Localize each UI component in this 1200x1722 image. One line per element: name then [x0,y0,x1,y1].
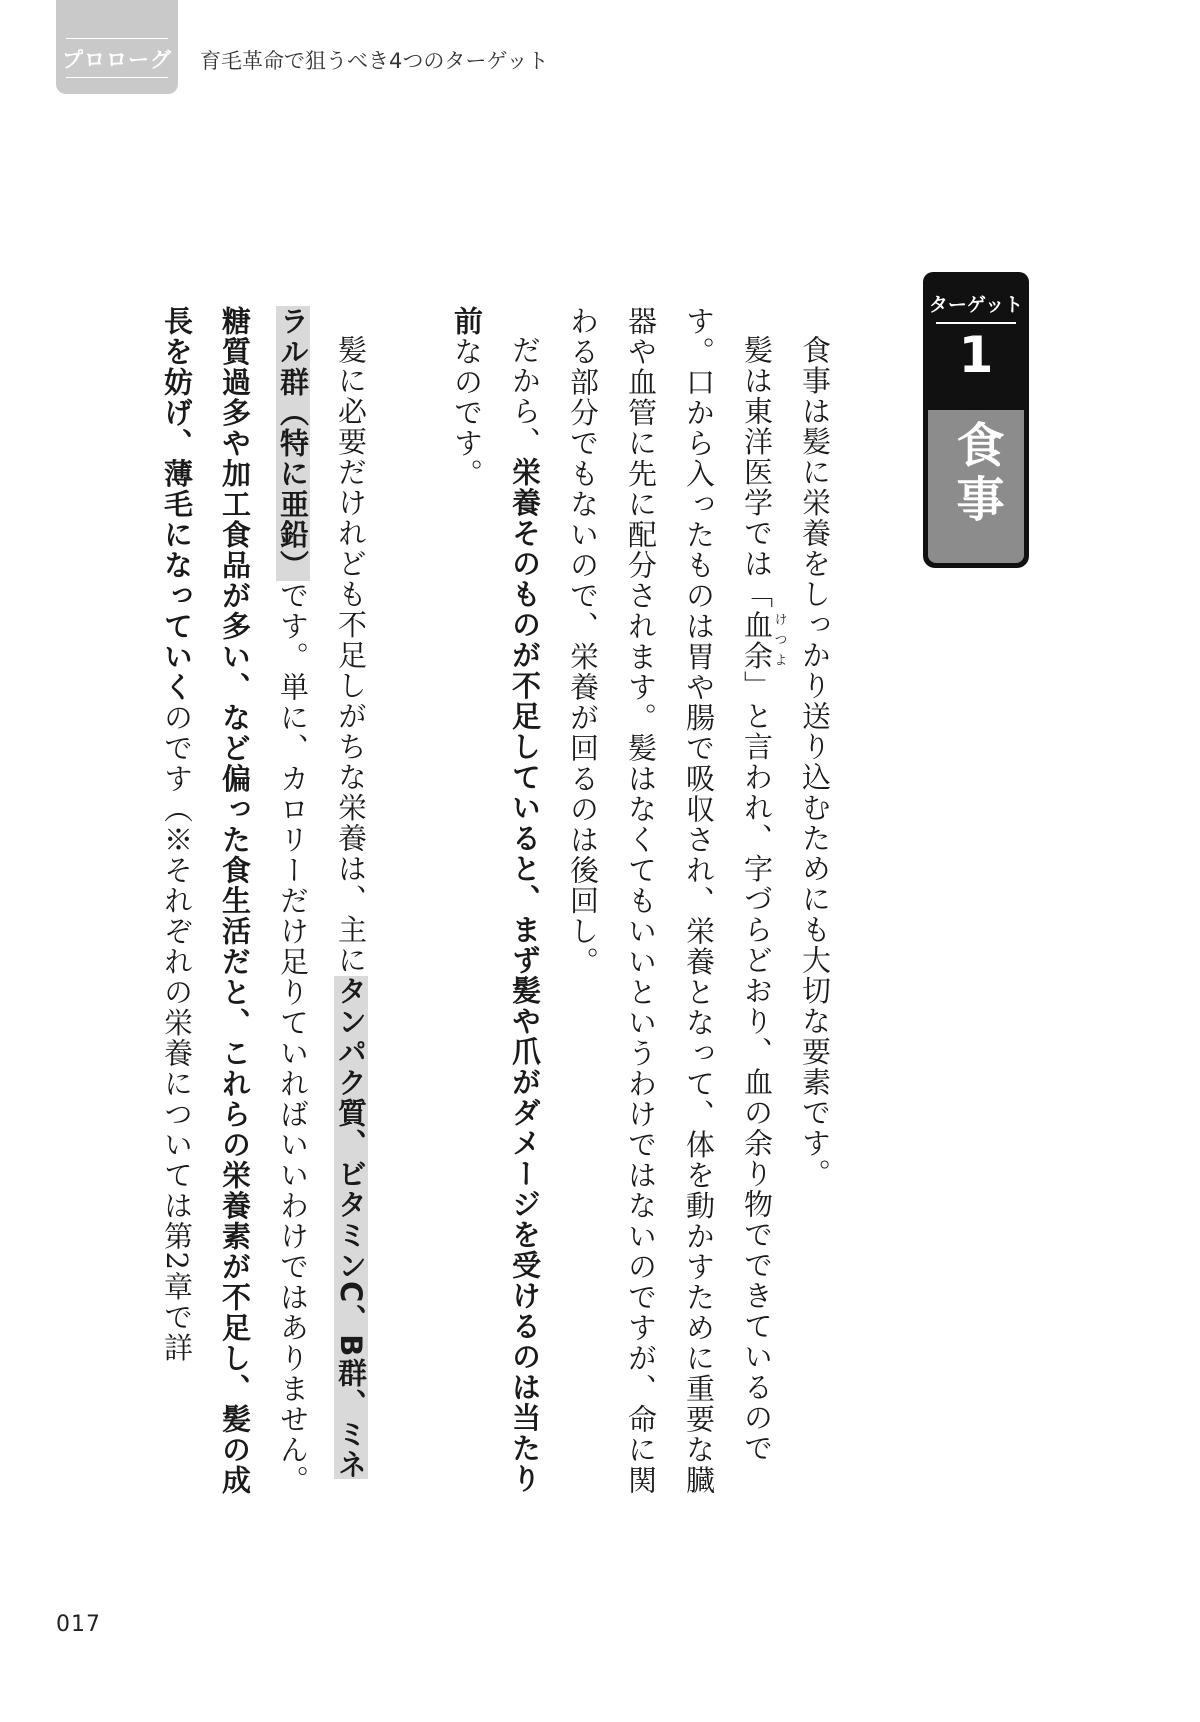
paragraph [438,306,554,1506]
text-run: です。単に、カロリーだけ足りていればいいわけではありません。 [276,580,310,1496]
running-header-title: 育毛革命で狙うべき4つのターゲット [200,49,549,73]
text-run: なのです。 [450,336,484,489]
paragraph [554,306,786,1506]
text-run: のです（※それぞれの栄養については第2章で詳 [160,702,194,1363]
text-run: 髪は東洋医学では「 [740,335,774,610]
text-run: 」と言われ、字づらどおり、血の余り物でできているのです。口から入ったものは胃や腸で吸収され、栄養となって、体を動かすために重要な臓器や血管に先に配分されます。髪はなくてもいいというわけではないのですが、命に関わる部分でもないので、栄養が回るのは後回し。 [566,306,774,1496]
chapter-label: プロローグ [62,48,172,72]
body-text [148,306,844,1506]
page-number: 017 [56,1612,101,1637]
badge-number: 1 [958,326,994,384]
bold-text: 糖質過多や加工食品が多い、など偏った食生活だと、これらの栄養素が不足し、髪の成長を妨げ、薄毛になっていく [160,306,252,1496]
text-run: 髪に必要だけれども不足しがちな栄養は、主に [334,335,368,976]
badge-notch [923,390,1029,410]
chapter-tab [56,0,178,94]
ruby-base: 血余 [740,609,774,671]
chapter-tab-rule [66,77,168,78]
target-badge [923,272,1029,568]
badge-label: ターゲット [928,294,1024,316]
paragraph [148,306,380,1506]
highlighted-text: タンパク質、ビタミンC、B群、ミネラル群（特に亜鉛） [276,306,368,1480]
badge-rule [936,322,1016,324]
paragraph [786,306,844,1506]
furigana-term [740,609,787,671]
ruby-reading: けつよ [771,609,787,671]
bold-text: 栄養そのものが不足していると、まず髪や爪がダメージを受けるのは当たり前 [450,306,542,1494]
badge-name: 食事 [948,420,1004,528]
chapter-tab-rule [66,38,168,39]
text-run: だから、 [508,335,542,457]
text-run: 食事は髪に栄養をしっかり送り込むためにも大切な要素です。 [798,335,832,1189]
